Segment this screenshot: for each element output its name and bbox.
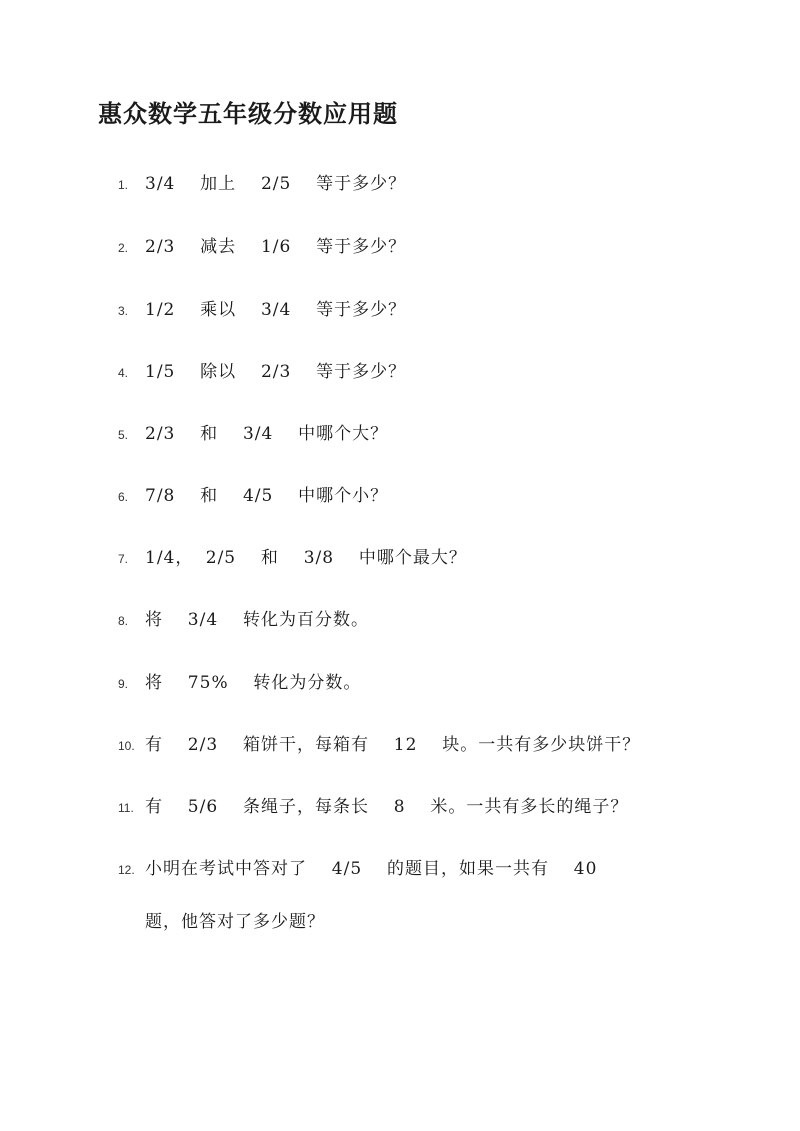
question-item [118, 737, 678, 754]
question-number: 4. [118, 366, 129, 380]
question-item [118, 302, 678, 319]
question-item [118, 675, 678, 692]
question-text: 将 75% 转化为分数。 [145, 673, 362, 693]
question-item [118, 426, 678, 443]
question-text: 1/5 除以 2/3 等于多少？ [145, 362, 407, 382]
question-text-continuation: 题，他答对了多少题？ [145, 912, 325, 932]
question-item [118, 799, 678, 816]
question-number: 11. [118, 801, 134, 815]
question-item [118, 239, 678, 256]
question-text: 2/3 和 3/4 中哪个大？ [145, 424, 389, 444]
question-text: 有 2/3 箱饼干，每箱有 12 块。一共有多少块饼干？ [145, 735, 641, 755]
question-number: 1. [118, 178, 129, 192]
question-number: 12. [118, 863, 135, 877]
question-item [118, 488, 678, 505]
question-text: 1/4， 2/5 和 3/8 中哪个最大？ [145, 548, 467, 568]
question-number: 5. [118, 428, 129, 442]
question-number: 8. [118, 614, 129, 628]
question-text: 小明在考试中答对了 4/5 的题目，如果一共有 40 [145, 859, 598, 879]
question-number: 9. [118, 677, 129, 691]
question-text: 有 5/6 条绳子，每条长 8 米。一共有多长的绳子？ [145, 797, 629, 817]
question-number: 3. [118, 304, 129, 318]
question-item [118, 861, 678, 878]
question-number: 7. [118, 552, 129, 566]
question-number: 10. [118, 739, 135, 753]
question-item [118, 176, 678, 193]
question-text: 将 3/4 转化为百分数。 [145, 610, 369, 630]
question-text: 1/2 乘以 3/4 等于多少？ [145, 300, 407, 320]
question-text: 3/4 加上 2/5 等于多少？ [145, 174, 407, 194]
question-item [118, 612, 678, 629]
question-item [118, 364, 678, 381]
page-title: 惠众数学五年级分数应用题 [98, 99, 398, 128]
question-item [118, 550, 678, 567]
question-number: 2. [118, 241, 129, 255]
question-text: 2/3 减去 1/6 等于多少？ [145, 237, 407, 257]
question-number: 6. [118, 490, 129, 504]
question-text: 7/8 和 4/5 中哪个小？ [145, 486, 389, 506]
